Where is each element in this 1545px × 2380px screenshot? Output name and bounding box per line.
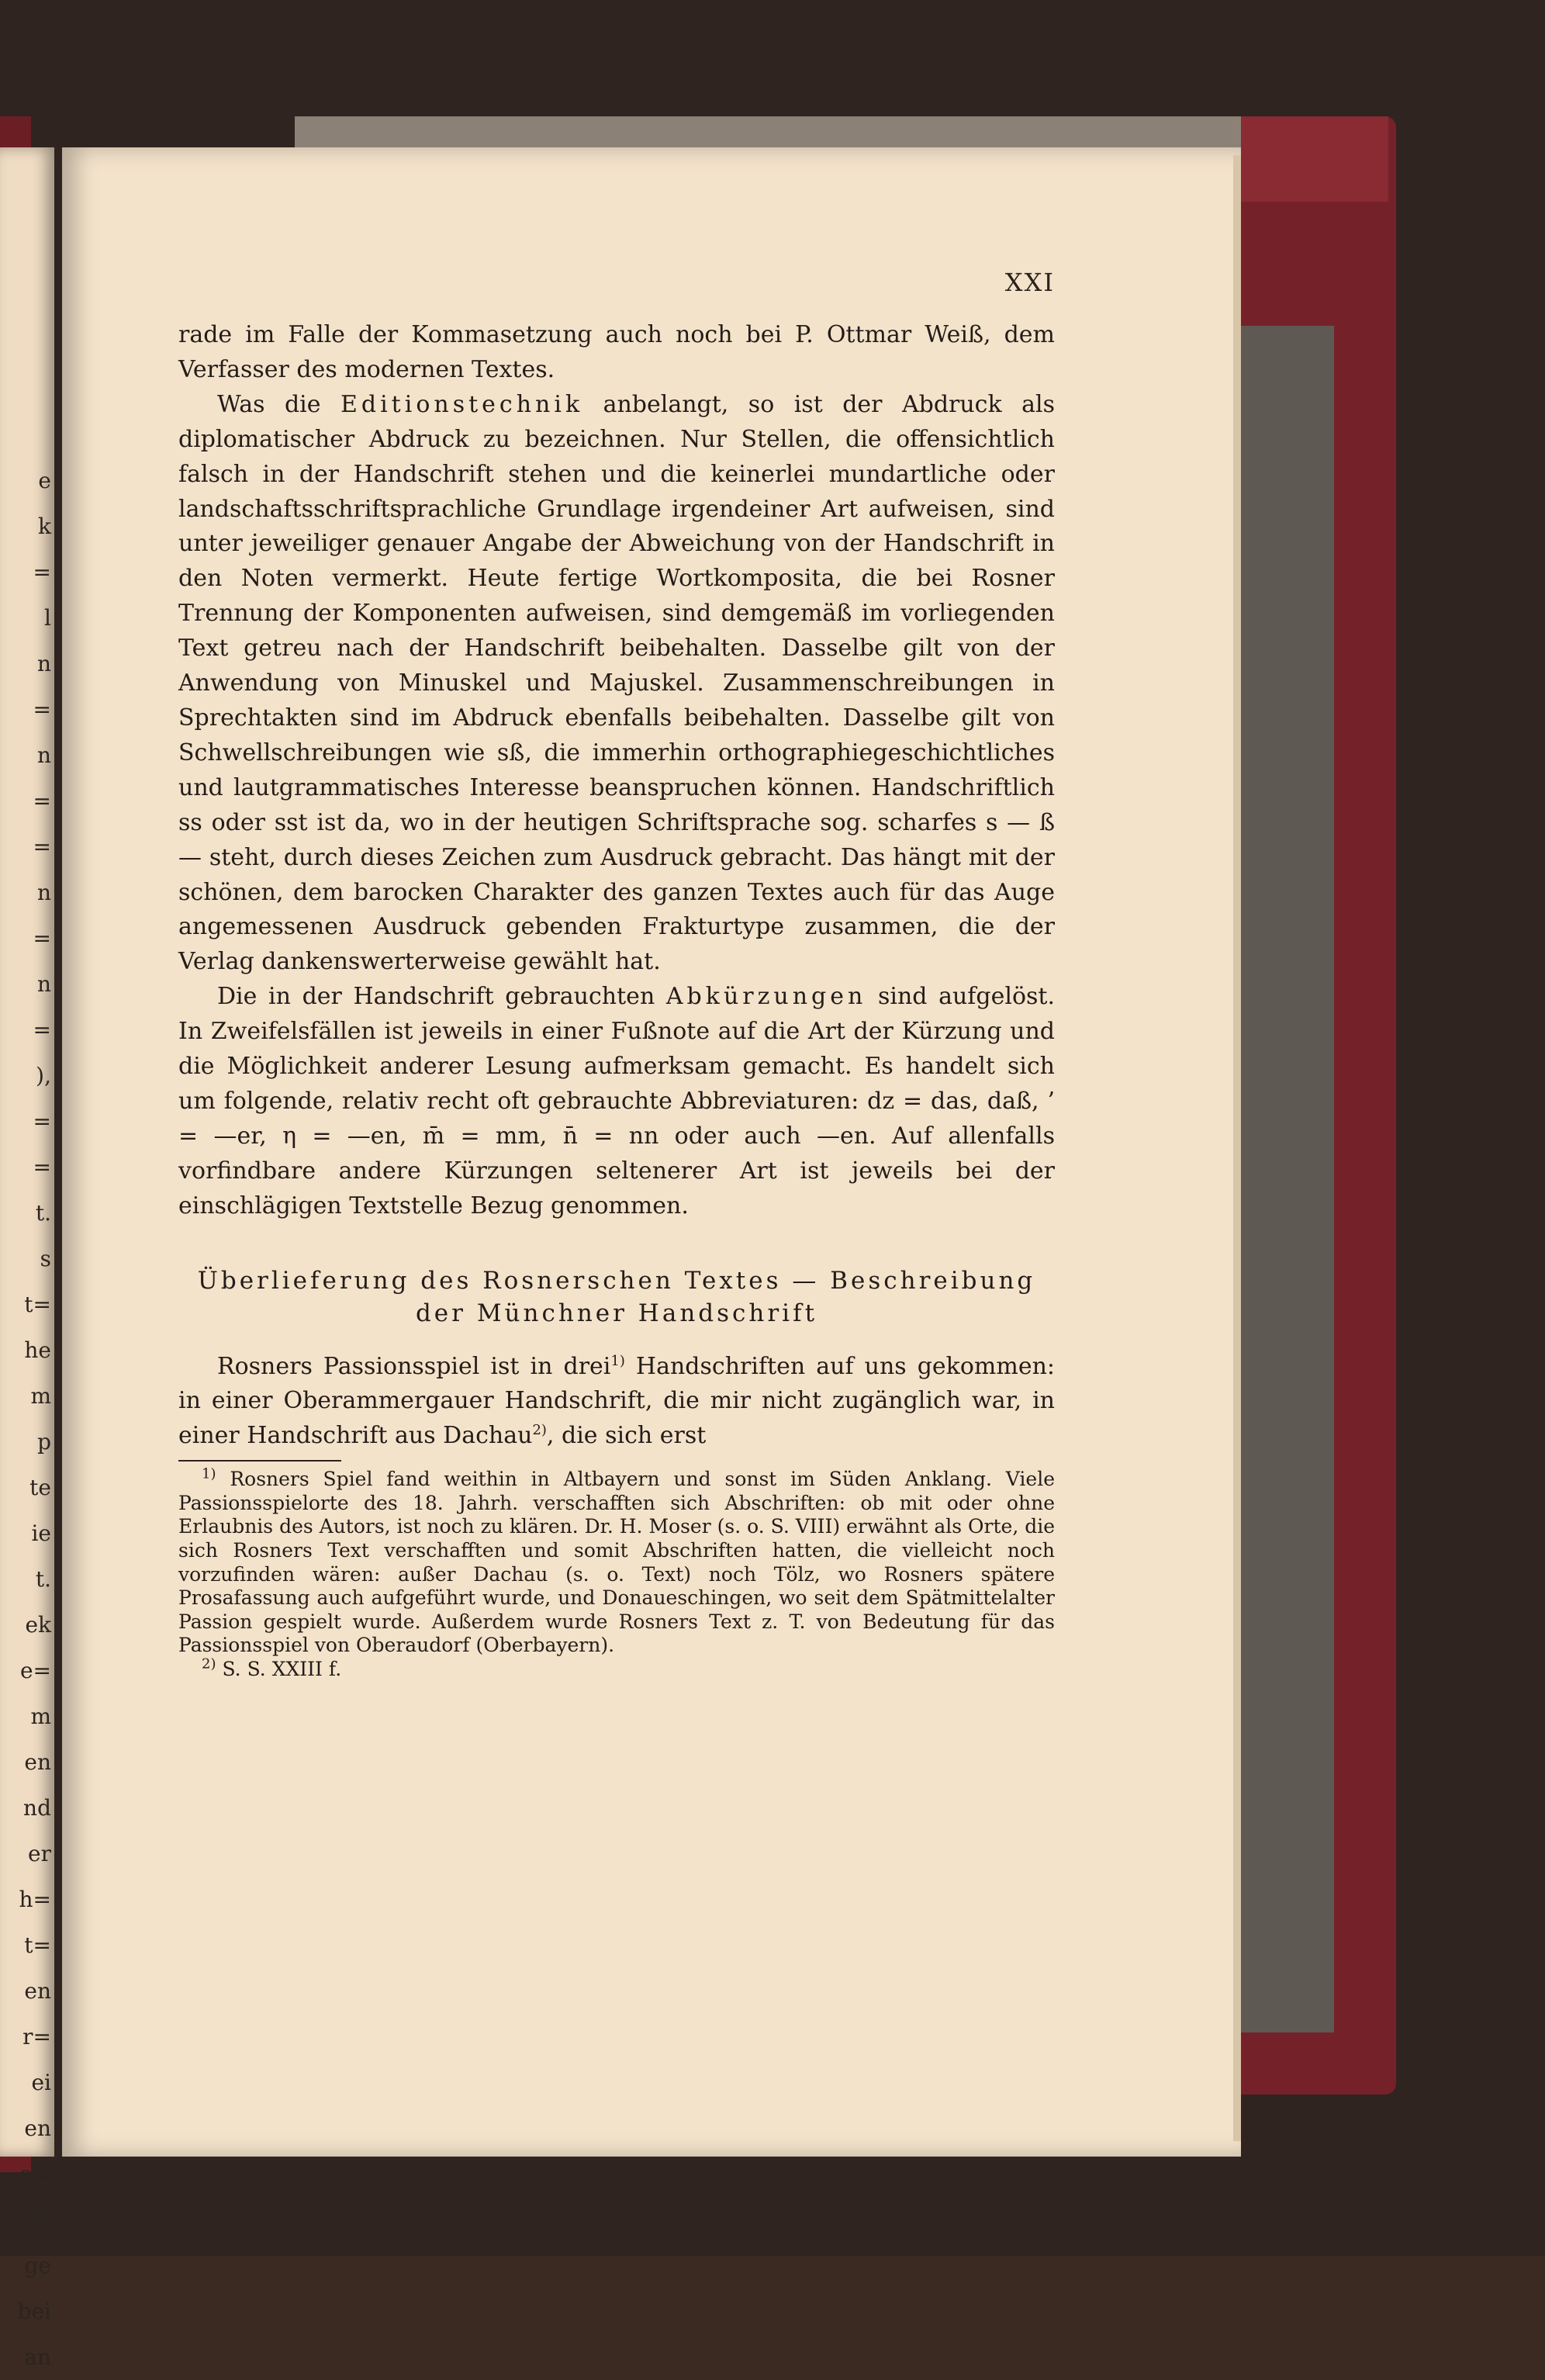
left-edge-fragment: = bbox=[33, 1109, 51, 1134]
left-edge-fragment: e bbox=[38, 468, 51, 493]
left-edge-fragment: nd bbox=[23, 1795, 51, 1821]
left-edge-fragment: p bbox=[37, 1429, 51, 1455]
left-edge-fragment: er bbox=[28, 1841, 51, 1866]
left-edge-fragment: n bbox=[36, 880, 51, 905]
paragraph-2 bbox=[178, 388, 1055, 980]
page-number: XXI bbox=[1004, 268, 1055, 297]
footnote-1 bbox=[178, 1465, 1056, 1658]
paragraph-1: rade im Falle der Kommasetzung auch noch bei P. Ottmar Weiß, dem Verfasser des modernen Textes. bbox=[178, 321, 1055, 383]
spaced-term-editionstechnik: Editionstechnik bbox=[340, 390, 584, 418]
footnotes bbox=[178, 1465, 1056, 1681]
footnote-1-text: Rosners Spiel fand weithin in Altbayern und sonst im Süden Anklang. Viele Passionsspielorte des 18. Jahrh. verschafften sich Abschriften: ob mit oder ohne Erlaubnis des Autors, ist noch zu klären. Dr. H. Moser (s. o. S. VIII) erwähnt als Orte, die sich Rosners Text verschafften und somit Abschriften hatten, die vielleicht noch vorzufinden wären: außer Dachau (s. o. Text) noch Tölz, wo Rosners spätere Prosafassung auch aufgeführt wurde, und Donaueschingen, wo seit dem Spätmittelalter Passion gespielt wurde. Außerdem wurde Rosners Text z. T. von Bedeutung für das Passionsspiel von Oberaudorf (Oberbayern). bbox=[178, 1468, 1056, 1657]
left-edge-fragment: t= bbox=[24, 1292, 51, 1317]
left-edge-fragment: l bbox=[44, 605, 51, 631]
paragraph-2-rest: anbelangt, so ist der Abdruck als diplomatischer Abdruck zu bezeichnen. Nur Stellen, die offensichtlich falsch in der Handschrift stehen und die keinerlei mundartliche oder landschaftsschriftsprachliche Grundlage irgendeiner Art aufweisen, sind unter jeweiliger genauer Angabe der Abweichung von der Handschrift in den Noten vermerkt. Heute fertige Wortkomposita, die bei Rosner Trennung der Komponenten aufweisen, sind demgemäß im vorliegenden Text getreu nach der Handschrift beibehalten. Dasselbe gilt von der Anwendung von Minuskel und Majuskel. Zusammenschreibungen in Sprechtakten sind im Abdruck ebenfalls beibehalten. Dasselbe gilt von Schwellschreibungen wie sß, die immerhin orthographiegeschichtliches und lautgrammatisches Interesse beanspruchen können. Handschriftlich ss oder sst ist da, wo in der heutigen Schriftsprache sog. scharfes s — ß — steht, durch dieses Zeichen zum Ausdruck gebracht. Das hängt mit der schönen, dem barocken Charakter des ganzen Textes auch für das Auge angemessenen Ausdruck gebenden Frakturtype zusammen, die der Verlag dankenswerterweise gewählt hat. bbox=[178, 390, 1055, 976]
left-edge-fragment: m bbox=[30, 1383, 51, 1409]
left-edge-fragment: r= bbox=[22, 2024, 51, 2050]
left-edge-fragment: ek bbox=[25, 1612, 51, 1638]
page-stack-edge bbox=[1233, 155, 1241, 2141]
footnote-divider bbox=[178, 1460, 341, 1462]
left-edge-fragment: s bbox=[40, 1246, 51, 1271]
footnote-2-mark: 2) bbox=[202, 1655, 216, 1673]
paragraph-4 bbox=[178, 1350, 1055, 1455]
paragraph-4-part-c: , die sich erst bbox=[546, 1422, 707, 1450]
left-edge-fragment: an bbox=[24, 2344, 51, 2370]
paragraph-4-part-b: Handschriften auf uns gekommen: in einer Oberammergauer Handschrift, die mir nicht zugänglich war, in einer Handschrift aus Dachau bbox=[178, 1352, 1055, 1450]
left-edge-fragment: t. bbox=[35, 1566, 51, 1592]
cover-corner bbox=[1241, 116, 1388, 202]
left-edge-fragment: r= bbox=[22, 2207, 51, 2233]
footnote-ref-1: 1) bbox=[610, 1352, 625, 1369]
left-edge-fragment: = bbox=[33, 1154, 51, 1180]
left-edge-fragment: n bbox=[36, 971, 51, 997]
left-edge-fragment: e= bbox=[19, 1658, 51, 1683]
footnote-2-text: S. S. XXIII f. bbox=[222, 1658, 342, 1681]
left-edge-fragment: n bbox=[36, 742, 51, 768]
left-edge-fragment: = bbox=[33, 1017, 51, 1043]
left-edge-fragment: k bbox=[38, 514, 51, 539]
left-page-edge-text bbox=[2, 458, 51, 2370]
left-edge-fragment: te bbox=[29, 1475, 51, 1500]
left-edge-fragment: en bbox=[24, 1749, 51, 1775]
left-edge-fragment: t= bbox=[24, 1932, 51, 1958]
footnote-1-mark: 1) bbox=[202, 1465, 216, 1482]
left-edge-fragment: = bbox=[33, 697, 51, 722]
spaced-term-abkuerzungen: Abkürzungen bbox=[665, 983, 867, 1011]
page-text bbox=[178, 318, 1055, 1682]
left-edge-fragment: = bbox=[33, 925, 51, 951]
paragraph-3 bbox=[178, 980, 1055, 1223]
footnote-ref-2: 2) bbox=[532, 1422, 547, 1439]
paragraph-3-start: Die in der Handschrift gebrauchten bbox=[217, 983, 666, 1011]
footnote-2 bbox=[178, 1655, 1055, 1682]
paragraph-3-rest: sind aufgelöst. In Zweifelsfällen ist jeweils in einer Fußnote auf die Art der Kürzung und die Möglichkeit anderer Lesung aufmerksam gemacht. Es handelt sich um folgende, relativ recht oft gebrauchte Abbreviaturen: dz = das, daß, ’ = —er, η = —en, m̄ = mm, n̄ = nn oder auch —en. Auf allenfalls vorfindbare andere Kürzungen seltenerer Art ist jeweils bei der einschlägigen Textstelle Bezug genommen. bbox=[178, 983, 1056, 1219]
left-edge-fragment: en bbox=[24, 1978, 51, 2004]
left-edge-fragment: t. bbox=[35, 1200, 51, 1226]
left-edge-fragment: ie bbox=[31, 1520, 51, 1546]
left-edge-fragment: h= bbox=[19, 1887, 51, 1912]
left-edge-fragment: = bbox=[33, 788, 51, 814]
paragraph-2-start: Was die bbox=[217, 390, 340, 418]
left-edge-fragment: a= bbox=[19, 2161, 51, 2187]
left-edge-fragment: ei bbox=[31, 2070, 51, 2095]
left-edge-fragment: = bbox=[33, 834, 51, 860]
left-edge-fragment: n bbox=[36, 651, 51, 676]
left-edge-fragment: m bbox=[30, 1704, 51, 1729]
section-heading: Überlieferung des Rosnerschen Textes — Beschreibung der Münchner Handschrift bbox=[197, 1266, 1036, 1327]
left-edge-fragment: ), bbox=[36, 1063, 51, 1088]
left-edge-fragment: bei bbox=[17, 2299, 51, 2324]
cover-board bbox=[1241, 326, 1334, 2032]
left-facing-page bbox=[0, 147, 54, 2370]
left-edge-fragment: = bbox=[33, 559, 51, 585]
left-edge-fragment: ge bbox=[24, 2253, 51, 2278]
paragraph-4-part-a: Rosners Passionsspiel ist in drei bbox=[217, 1352, 611, 1380]
left-edge-fragment: en bbox=[24, 2115, 51, 2141]
left-edge-fragment: he bbox=[24, 1337, 51, 1363]
